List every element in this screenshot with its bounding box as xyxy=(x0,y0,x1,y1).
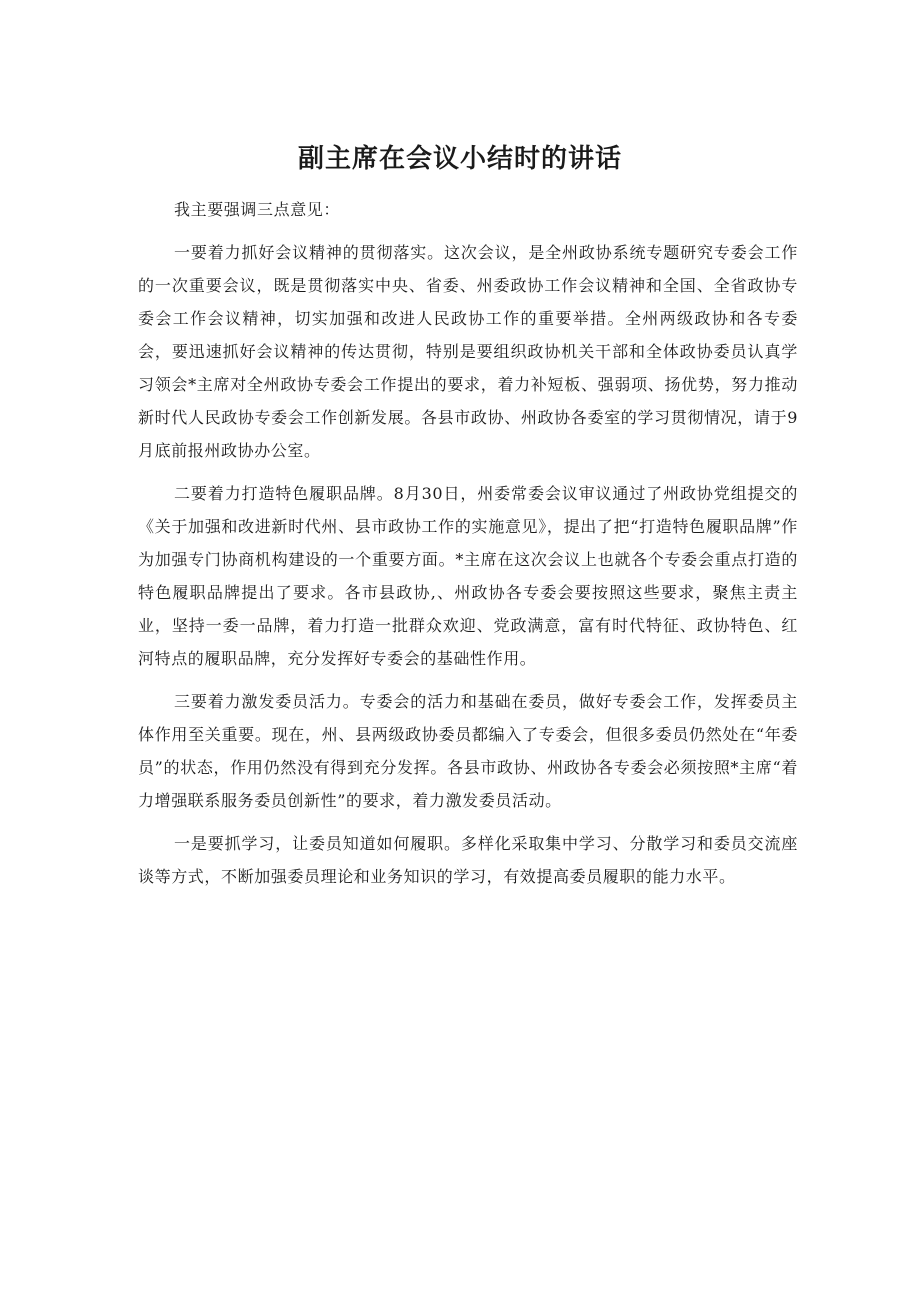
paragraph-sub-point-one: 一是要抓学习，让委员知道如何履职。多样化采取集中学习、分散学习和委员交流座谈等方式，不断加强委员理论和业务知识的学习，有效提高委员履职的能力水平。 xyxy=(138,834,798,886)
paragraph-point-two: 二要着力打造特色履职品牌。8月30日，州委常委会议审议通过了州政协党组提交的《关于加强和改进新时代州、县市政协工作的实施意见》，提出了把“打造特色履职品牌”作为加强专门协商机构建设的一个重要方面。*主席在这次会议上也就各个专委会重点打造的特色履职品牌提出了要求。各市县政协,、州政协各专委会要按照这些要求，聚焦主责主业，坚持一委一品牌，着力打造一批群众欢迎、党政满意，富有时代特征、政协特色、红河特点的履职品牌，充分发挥好专委会的基础性作用。 xyxy=(138,484,798,668)
paragraph-point-three: 三要着力激发委员活力。专委会的活力和基础在委员，做好专委会工作，发挥委员主体作用至关重要。现在，州、县两级政协委员都编入了专委会，但很多委员仍然处在“年委员”的状态，作用仍然没有得到充分发挥。各县市政协、州政协各专委会必须按照*主席“着力增强联系服务委员创新性”的要求，着力激发委员活动。 xyxy=(138,692,798,810)
paragraph-point-one: 一要着力抓好会议精神的贯彻落实。这次会议，是全州政协系统专题研究专委会工作的一次重要会议，既是贯彻落实中央、省委、州委政协工作会议精神和全国、全省政协专委会工作会议精神，切实加强和改进人民政协工作的重要举措。全州两级政协和各专委会，要迅速抓好会议精神的传达贯彻，特别是要组织政协机关干部和全体政协委员认真学习领会*主席对全州政协专委会工作提出的要求，着力补短板、强弱项、扬优势，努力推动新时代人民政协专委会工作创新发展。各县市政协、州政协各委室的学习贯彻情况，请于9月底前报州政协办公室。 xyxy=(138,243,798,460)
document-body xyxy=(138,193,798,893)
document-title: 副主席在会议小结时的讲话 xyxy=(297,144,622,175)
paragraph-intro: 我主要强调三点意见： xyxy=(174,200,341,219)
